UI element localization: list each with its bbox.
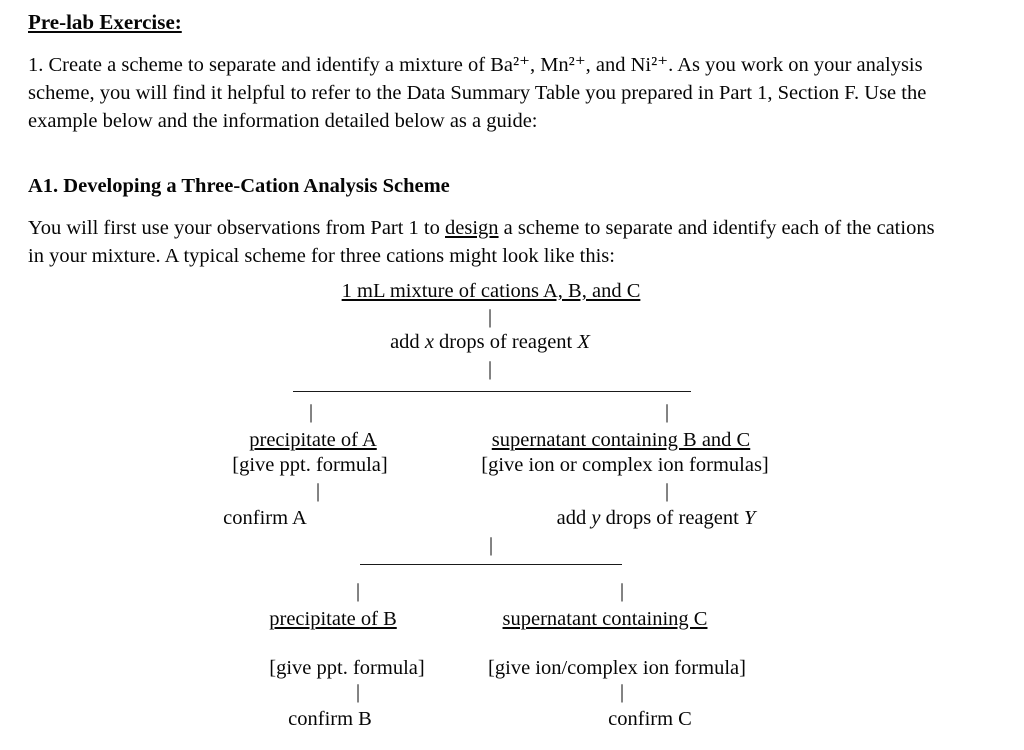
branch-line-2 [360, 564, 622, 565]
connector-pipe: | [664, 480, 670, 502]
diagram-add-reagent-y [557, 506, 756, 530]
diagram-supernatant-bc-note: [give ion or complex ion formulas] [481, 454, 769, 476]
branch-line-1 [293, 391, 691, 392]
diagram-confirm-b: confirm B [288, 708, 372, 730]
scheme-paragraph [28, 214, 943, 270]
connector-pipe: | [355, 681, 361, 703]
connector-pipe: | [355, 580, 361, 602]
text-section [28, 10, 943, 270]
reagent-x-drops-var: x [424, 331, 434, 353]
connector-pipe: | [487, 358, 493, 380]
diagram-root-mixture: 1 mL mixture of cations A, B, and C [341, 280, 641, 302]
diagram-supernatant-c-note: [give ion/complex ion formula] [488, 657, 746, 679]
reagent-x-mid-text: drops of reagent [433, 331, 578, 353]
connector-pipe: | [664, 401, 670, 423]
reagent-x-text: add [390, 331, 425, 353]
diagram-precipitate-b: precipitate of B [269, 608, 397, 630]
connector-pipe: | [315, 480, 321, 502]
connector-pipe: | [487, 306, 493, 328]
page-title: Pre-lab Exercise: [28, 10, 182, 34]
reagent-x-name-var: X [577, 331, 590, 353]
connector-pipe: | [308, 401, 314, 423]
intro-paragraph: 1. Create a scheme to separate and identify a mixture of Ba²⁺, Mn²⁺, and Ni²⁺. As you work on your analysis scheme, you will find it helpful to refer to the Data Summary Table you prepared in Part 1, Section F. Use the example below and the information detailed below as a guide: [28, 54, 927, 132]
connector-pipe: | [619, 580, 625, 602]
connector-pipe: | [488, 534, 494, 556]
reagent-y-mid-text: drops of reagent [600, 507, 744, 529]
diagram-confirm-c: confirm C [608, 708, 692, 730]
diagram-precipitate-a: precipitate of A [249, 429, 377, 451]
diagram-precipitate-b-note: [give ppt. formula] [269, 657, 425, 679]
reagent-y-name-var: Y [743, 507, 756, 529]
diagram-supernatant-bc: supernatant containing B and C [491, 429, 751, 451]
section-heading-a1: A1. Developing a Three-Cation Analysis Scheme [28, 175, 450, 197]
reagent-y-text: add [556, 507, 592, 529]
connector-pipe: | [619, 681, 625, 703]
scheme-paragraph-after: a scheme to separate and identify each of the cations in your mixture. A typical scheme for three cations might look like this: [28, 217, 935, 267]
diagram-precipitate-a-note: [give ppt. formula] [232, 454, 388, 476]
diagram-add-reagent-x [390, 330, 590, 354]
scheme-paragraph-before: You will first use your observations from Part 1 to [28, 217, 446, 239]
reagent-y-drops-var: y [591, 507, 601, 529]
diagram-confirm-a: confirm A [223, 507, 307, 529]
design-underlined-word: design [445, 217, 499, 239]
diagram-supernatant-c: supernatant containing C [502, 608, 708, 630]
